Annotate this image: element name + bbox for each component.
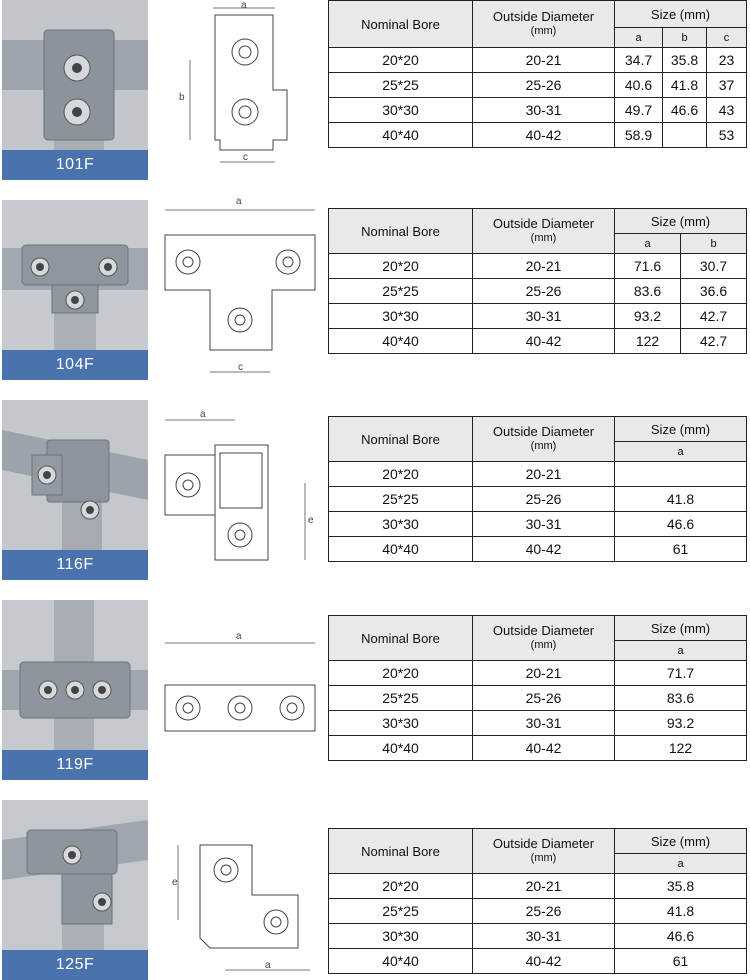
table-cell: 40*40 [329, 123, 473, 148]
table-cell: 20-21 [473, 874, 615, 899]
table-cell: 30-31 [473, 512, 615, 537]
product-photo-119f [2, 600, 148, 780]
table-cell: 40*40 [329, 736, 473, 761]
dimension-label: e [172, 877, 178, 888]
header-outside-diameter: Outside Diameter (mm) [473, 209, 615, 254]
header-nominal-bore: Nominal Bore [329, 1, 473, 48]
table-cell: 30*30 [329, 711, 473, 736]
table-cell: 30-31 [473, 924, 615, 949]
table-cell: 46.6 [663, 98, 707, 123]
table-row [329, 512, 747, 537]
table-cell: 30*30 [329, 98, 473, 123]
product-code-label: 101F [2, 150, 148, 180]
table-cell: 43 [707, 98, 747, 123]
table-cell: 61 [615, 949, 747, 974]
table-row [329, 686, 747, 711]
table-cell: 30*30 [329, 924, 473, 949]
spec-table-104f [328, 208, 747, 354]
table-row [329, 73, 747, 98]
header-outside-diameter: Outside Diameter (mm) [473, 829, 615, 874]
table-cell: 20*20 [329, 254, 473, 279]
table-row [329, 487, 747, 512]
table-cell: 23 [707, 48, 747, 73]
header-sub: a [615, 641, 747, 661]
table-cell: 30-31 [473, 711, 615, 736]
table-cell: 25*25 [329, 899, 473, 924]
table-cell: 49.7 [615, 98, 663, 123]
table-cell [663, 123, 707, 148]
dimension-label: c [238, 362, 243, 373]
table-cell: 25*25 [329, 279, 473, 304]
table-row [329, 48, 747, 73]
table-cell: 40*40 [329, 949, 473, 974]
header-sub: a [615, 234, 681, 254]
table-cell: 40-42 [473, 736, 615, 761]
table-row [329, 924, 747, 949]
table-cell: 83.6 [615, 686, 747, 711]
header-size: Size (mm) [615, 829, 747, 854]
table-cell: 25*25 [329, 686, 473, 711]
header-sub: b [663, 28, 707, 48]
table-cell: 30-31 [473, 98, 615, 123]
spec-table-116f [328, 416, 747, 562]
table-cell: 37 [707, 73, 747, 98]
table-cell: 30.7 [681, 254, 747, 279]
table-row [329, 279, 747, 304]
table-cell: 30*30 [329, 304, 473, 329]
header-outside-diameter: Outside Diameter (mm) [473, 417, 615, 462]
table-row [329, 661, 747, 686]
product-photo-116f [2, 400, 148, 580]
table-row [329, 329, 747, 354]
table-cell: 25-26 [473, 686, 615, 711]
header-nominal-bore: Nominal Bore [329, 417, 473, 462]
header-nominal-bore: Nominal Bore [329, 209, 473, 254]
fitting-photo-image [2, 0, 148, 150]
table-cell: 93.2 [615, 304, 681, 329]
dimension-label: a [241, 0, 247, 11]
table-cell: 34.7 [615, 48, 663, 73]
spec-table-101f [328, 0, 747, 148]
table-cell: 20*20 [329, 462, 473, 487]
table-cell: 35.8 [663, 48, 707, 73]
technical-drawing-116f [160, 405, 320, 575]
table-cell: 40-42 [473, 537, 615, 562]
table-row [329, 537, 747, 562]
fitting-photo-image [2, 400, 148, 550]
table-row [329, 899, 747, 924]
table-row [329, 462, 747, 487]
technical-drawing-101f [175, 0, 315, 175]
table-cell: 83.6 [615, 279, 681, 304]
table-cell: 20-21 [473, 661, 615, 686]
table-cell: 122 [615, 329, 681, 354]
table-row [329, 874, 747, 899]
table-cell: 53 [707, 123, 747, 148]
table-cell: 41.8 [615, 487, 747, 512]
header-sub: a [615, 442, 747, 462]
table-cell: 25-26 [473, 899, 615, 924]
table-cell: 40-42 [473, 123, 615, 148]
table-cell: 41.8 [615, 899, 747, 924]
dimension-label: a [236, 631, 242, 642]
table-row [329, 711, 747, 736]
table-cell: 25*25 [329, 73, 473, 98]
table-cell: 30-31 [473, 304, 615, 329]
table-cell: 20*20 [329, 48, 473, 73]
product-photo-125f [2, 800, 148, 980]
table-cell: 61 [615, 537, 747, 562]
table-cell: 40-42 [473, 949, 615, 974]
product-code-label: 116F [2, 550, 148, 580]
header-sub: c [707, 28, 747, 48]
fitting-photo-image [2, 600, 148, 750]
table-cell: 58.9 [615, 123, 663, 148]
table-cell: 25-26 [473, 73, 615, 98]
technical-drawing-104f [160, 190, 320, 380]
fitting-photo-image [2, 200, 148, 350]
technical-drawing-125f [170, 830, 320, 978]
table-cell: 25*25 [329, 487, 473, 512]
header-outside-diameter: Outside Diameter (mm) [473, 1, 615, 48]
spec-table-119f [328, 615, 747, 761]
table-row [329, 123, 747, 148]
product-code-label: 119F [2, 750, 148, 780]
header-nominal-bore: Nominal Bore [329, 829, 473, 874]
product-photo-101f [2, 0, 148, 180]
header-sub: a [615, 854, 747, 874]
table-cell [615, 462, 747, 487]
table-cell: 35.8 [615, 874, 747, 899]
table-cell: 30*30 [329, 512, 473, 537]
table-cell: 40*40 [329, 537, 473, 562]
header-size: Size (mm) [615, 209, 747, 234]
table-cell: 20-21 [473, 462, 615, 487]
header-outside-diameter: Outside Diameter (mm) [473, 616, 615, 661]
table-cell: 42.7 [681, 304, 747, 329]
header-size: Size (mm) [615, 417, 747, 442]
spec-table-125f [328, 828, 747, 974]
table-cell: 20*20 [329, 661, 473, 686]
dimension-label: a [236, 196, 242, 207]
technical-drawing-119f [160, 625, 320, 735]
table-cell: 25-26 [473, 279, 615, 304]
table-cell: 71.6 [615, 254, 681, 279]
header-size: Size (mm) [615, 616, 747, 641]
table-cell: 40*40 [329, 329, 473, 354]
dimension-label: a [200, 409, 206, 420]
table-row [329, 304, 747, 329]
table-cell: 42.7 [681, 329, 747, 354]
table-row [329, 98, 747, 123]
header-sub: a [615, 28, 663, 48]
table-cell: 46.6 [615, 924, 747, 949]
header-sub: b [681, 234, 747, 254]
table-cell: 40.6 [615, 73, 663, 98]
table-row [329, 736, 747, 761]
product-code-label: 125F [2, 950, 148, 980]
table-cell: 20*20 [329, 874, 473, 899]
table-cell: 93.2 [615, 711, 747, 736]
fitting-photo-image [2, 800, 148, 950]
table-cell: 25-26 [473, 487, 615, 512]
table-cell: 40-42 [473, 329, 615, 354]
table-cell: 36.6 [681, 279, 747, 304]
dimension-label: e [308, 515, 314, 526]
table-cell: 71.7 [615, 661, 747, 686]
table-cell: 46.6 [615, 512, 747, 537]
header-size: Size (mm) [615, 1, 747, 28]
dimension-label: a [265, 960, 271, 971]
table-cell: 20-21 [473, 48, 615, 73]
dimension-label: c [243, 152, 248, 163]
dimension-label: b [179, 92, 185, 103]
product-photo-104f [2, 200, 148, 380]
table-cell: 122 [615, 736, 747, 761]
table-cell: 41.8 [663, 73, 707, 98]
header-nominal-bore: Nominal Bore [329, 616, 473, 661]
table-row [329, 949, 747, 974]
table-cell: 20-21 [473, 254, 615, 279]
table-row [329, 254, 747, 279]
product-code-label: 104F [2, 350, 148, 380]
